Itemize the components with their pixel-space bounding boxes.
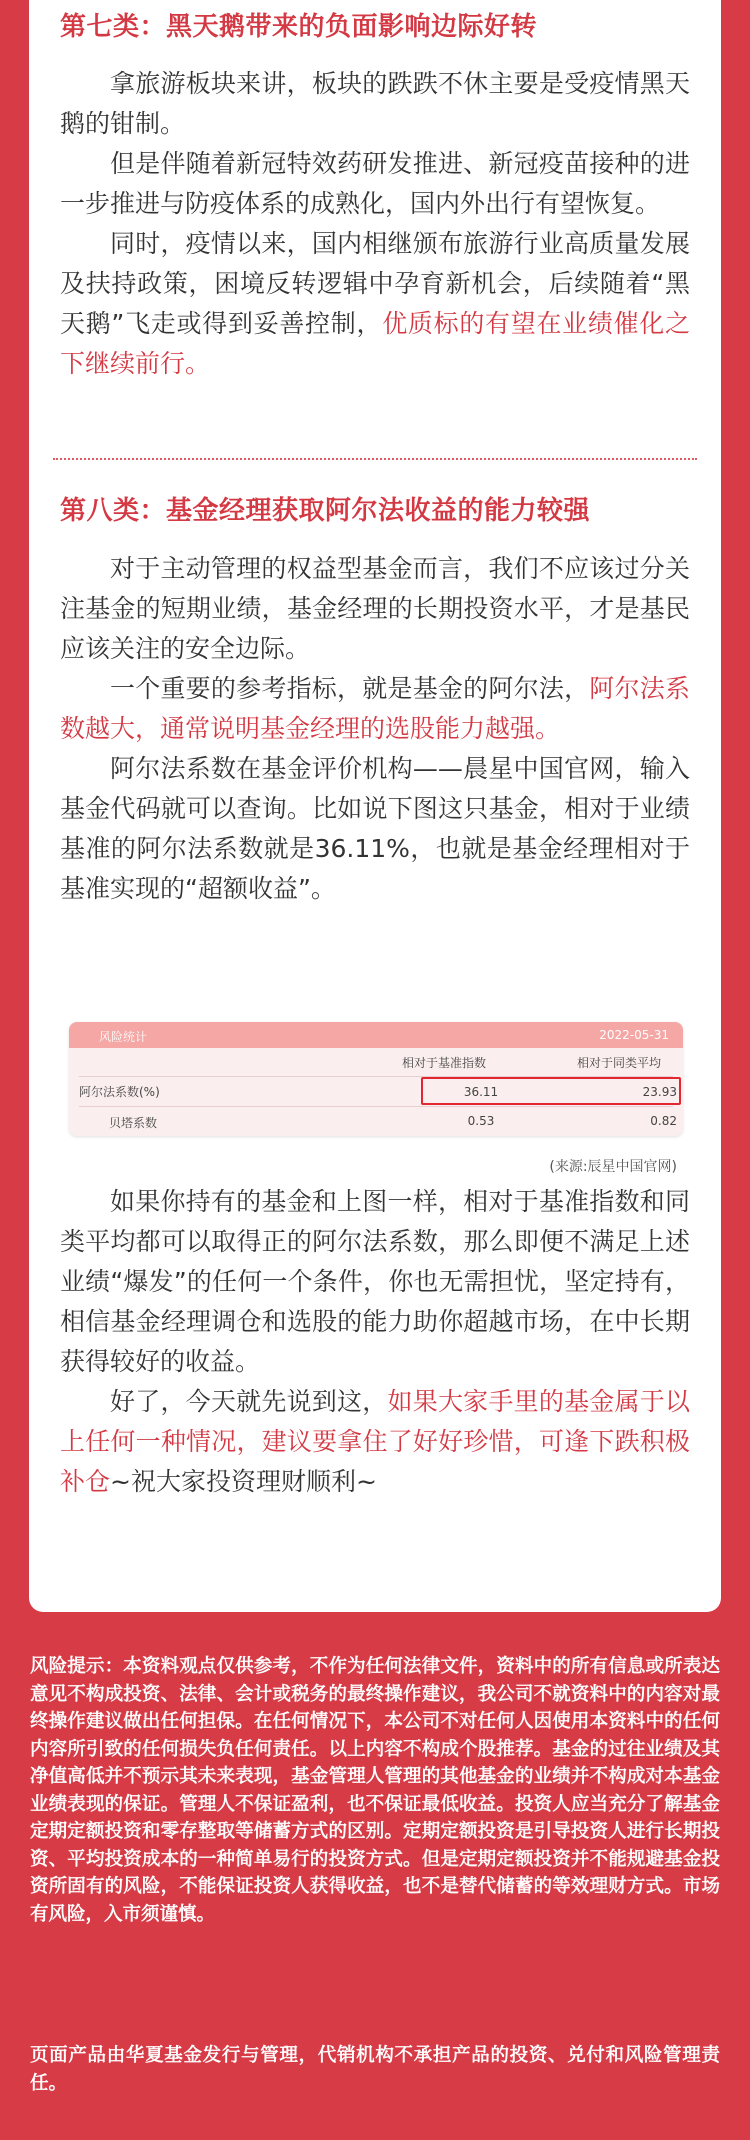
row-label-beta: 贝塔系数: [109, 1116, 158, 1130]
section-7-paragraph-1: 拿旅游板块来讲，板块的跌跌不休主要是受疫情黑天鹅的钳制。: [60, 69, 690, 138]
dotted-divider: [53, 458, 697, 460]
closing-paragraph-2-text: 好了，今天就先说到这，: [110, 1387, 388, 1416]
section-7-paragraph-3-text: 同时，疫情以来，国内相继颁布旅游行业高质量发展及扶持政策，困境反转逻辑中孕育新机会，后续随着“黑天鹅”飞走或得到妥善控制，: [60, 229, 690, 338]
closing-highlight: 如果大家手里的基金属于以上任何一种情况，建议要拿住了好好珍惜，可逢下跌积极补仓: [60, 1387, 690, 1496]
section-8-paragraph-3: 阿尔法系数在基金评价机构——晨星中国官网，输入基金代码就可以查询。比如说下图这只基金，相对于业绩基准的阿尔法系数就是36.11%，也就是基金经理相对于基准实现的“超额收益”。: [60, 754, 690, 903]
section-8-body: [60, 549, 690, 909]
closing-paragraph-1: 如果你持有的基金和上图一样，相对于基准指数和同类平均都可以取得正的阿尔法系数，那么即便不满足上述业绩“爆发”的任何一个条件，你也无需担忧，坚定持有，相信基金经理调仓和选股的能力助你超越市场，在中长期获得较好的收益。: [60, 1187, 690, 1376]
alpha-benchmark-value: 36.11: [463, 1085, 499, 1099]
column-header-benchmark: 相对于基准指数: [401, 1056, 486, 1070]
table-column-headers: [69, 1048, 683, 1074]
section-7-highlight: 优质标的有望在业绩催化之下继续前行。: [60, 309, 690, 378]
section-7-body: [60, 64, 690, 384]
section-8-paragraph-2-text: 一个重要的参考指标，就是基金的阿尔法，: [110, 674, 590, 703]
article-card: [29, 0, 721, 1612]
closing-body: [60, 1182, 690, 1502]
table-divider: [79, 1106, 673, 1107]
section-8-highlight: 阿尔法系数越大，通常说明基金经理的选股能力越强。: [60, 674, 690, 743]
closing-paragraph-2: [60, 1382, 690, 1502]
risk-disclaimer: 风险提示：本资料观点仅供参考，不作为任何法律文件，资料中的所有信息或所表达意见不构成投资、法律、会计或税务的最终操作建议，我公司不就资料中的内容对最终操作建议做出任何担保。在任何情况下，本公司不对任何人因使用本资料中的任何内容所引致的任何损失负任何责任。以上内容不构成个股推荐。基金的过往业绩及其净值高低并不预示其未来表现，基金管理人管理的其他基金的业绩并不构成对本基金业绩表现的保证。管理人不保证盈利，也不保证最低收益。投资人应当充分了解基金定期定额投资和零存整取等储蓄方式的区别。定期定额投资是引导投资人进行长期投资、平均投资成本的一种简单易行的投资方式。但是定期定额投资并不能规避基金投资所固有的风险，不能保证投资人获得收益，也不是替代储蓄的等效理财方式。市场有风险，入市须谨慎。: [30, 1656, 720, 1925]
section-8-paragraph-1: 对于主动管理的权益型基金而言，我们不应该过分关注基金的短期业绩，基金经理的长期投资水平，才是基民应该关注的安全边际。: [60, 554, 690, 663]
column-header-peer: 相对于同类平均: [576, 1056, 661, 1070]
source-caption: (来源:辰星中国官网): [549, 1159, 677, 1175]
section-8-paragraph-2: [60, 669, 690, 749]
section-7-paragraph-2: 但是伴随着新冠特效药研发推进、新冠疫苗接种的进一步推进与防疫体系的成熟化，国内外出行有望恢复。: [60, 149, 690, 218]
closing-wish: ~祝大家投资理财顺利~: [110, 1467, 377, 1496]
section-7-paragraph-3: [60, 224, 690, 384]
highlight-box: [421, 1077, 681, 1105]
issuer-statement: 页面产品由华夏基金发行与管理，代销机构不承担产品的投资、兑付和风险管理责任。: [30, 2045, 720, 2094]
risk-statistics-table: [69, 1022, 683, 1136]
alpha-peer-value: 23.93: [642, 1085, 677, 1099]
table-row: [69, 1108, 683, 1134]
section-8-title: 第八类：基金经理获取阿尔法收益的能力较强: [60, 496, 591, 526]
table-date: 2022-05-31: [599, 1028, 669, 1042]
section-7-title: 第七类：黑天鹅带来的负面影响边际好转: [60, 12, 538, 42]
beta-peer-value: 0.82: [650, 1114, 677, 1128]
row-label-alpha: 阿尔法系数(%): [79, 1085, 160, 1099]
table-header-bar: [69, 1022, 683, 1048]
beta-benchmark-value: 0.53: [467, 1114, 495, 1128]
table-title: 风险统计: [99, 1030, 148, 1044]
